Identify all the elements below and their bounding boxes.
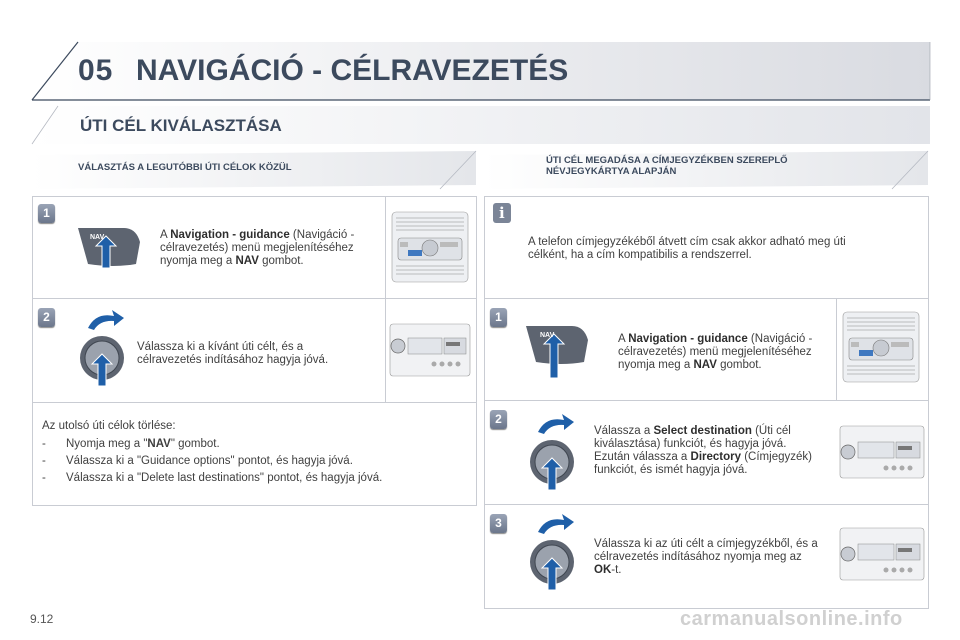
step-badge-2: 2 xyxy=(490,410,507,429)
left-step2-text: Válassza ki a kívánt úti célt, és a célravezetés indításához hagyja jóvá. xyxy=(137,341,329,366)
nav-button-label: NAV xyxy=(90,234,105,241)
radio-unit-illustration xyxy=(390,208,470,288)
text-run: Válassza a xyxy=(594,425,654,437)
divider xyxy=(32,298,476,299)
right-subtitle-line2: NÉVJEGYKÁRTYA ALAPJÁN xyxy=(546,166,677,177)
text-run: " gombot. xyxy=(170,438,220,450)
left-step1-text xyxy=(160,229,375,268)
delete-heading: Az utolsó úti célok törlése: xyxy=(42,420,176,432)
text-run: (Úti cél kiválasztása) funkciót, és hagyja jóvá. Ezután válassza a xyxy=(594,425,791,463)
step-badge-1: 1 xyxy=(490,308,507,327)
text-run: gombot. xyxy=(258,255,304,267)
text-bold: OK xyxy=(594,564,612,576)
nav-button-label: NAV xyxy=(540,332,555,339)
text-run: (Navigáció - célravezetés) menü megjelenítéséhez nyomja meg a xyxy=(160,229,355,267)
divider xyxy=(484,298,928,299)
rotary-knob-illustration xyxy=(76,308,132,388)
info-icon-glyph: i xyxy=(499,204,505,222)
text-bold: NAV xyxy=(693,359,717,371)
radio-unit-illustration xyxy=(388,320,472,380)
text-run: (Navigáció - célravezetés) menü megjelenítéséhez nyomja meg a xyxy=(618,333,813,371)
bullet-dash: - xyxy=(42,438,46,450)
step-badge-3: 3 xyxy=(490,514,507,533)
info-text: A telefon címjegyzékéből átvett cím csak akkor adható meg úti célként, ha a cím kompatibilis a rendszerrel. xyxy=(528,236,846,261)
delete-bullet-1 xyxy=(66,438,220,451)
delete-bullet-3: Válassza ki a "Delete last destinations" pontot, és hagyja jóvá. xyxy=(66,472,383,484)
divider xyxy=(32,402,476,403)
right-subtitle xyxy=(546,155,876,177)
delete-bullet-2: Válassza ki a "Guidance options" pontot, és hagyja jóvá. xyxy=(66,455,353,467)
step-badge-2: 2 xyxy=(38,308,55,327)
divider xyxy=(836,298,837,400)
text-run: gombot. xyxy=(716,359,762,371)
radio-unit-illustration xyxy=(838,524,926,584)
text-run: A xyxy=(618,333,629,345)
divider xyxy=(385,196,386,402)
divider xyxy=(484,504,928,505)
right-step3-text xyxy=(594,538,824,577)
chapter-title: NAVIGÁCIÓ - CÉLRAVEZETÉS xyxy=(136,54,569,87)
text-bold: NAV xyxy=(235,255,259,267)
chapter-number: 05 xyxy=(78,54,114,87)
nav-button-illustration xyxy=(522,322,592,380)
radio-unit-illustration xyxy=(841,308,923,388)
step-badge-1: 1 xyxy=(38,204,55,223)
nav-button-illustration xyxy=(74,224,144,278)
text-bold: Navigation - guidance xyxy=(170,229,290,241)
text-run: A xyxy=(160,229,171,241)
text-bold: Select destination xyxy=(653,425,752,437)
right-subtitle-line1: ÚTI CÉL MEGADÁSA A CÍMJEGYZÉKBEN SZEREPLŐ xyxy=(546,155,788,166)
page-number: 9.12 xyxy=(30,612,54,626)
rotary-knob-illustration xyxy=(526,512,582,592)
bullet-dash: - xyxy=(42,455,46,467)
section-title: ÚTI CÉL KIVÁLASZTÁSA xyxy=(80,116,282,135)
text-bold: Directory xyxy=(690,451,742,463)
watermark: carmanualsonline.info xyxy=(680,608,903,630)
left-subtitle: VÁLASZTÁS A LEGUTÓBBI ÚTI CÉLOK KÖZÜL xyxy=(78,162,292,173)
right-step2-text xyxy=(594,425,818,477)
text-run: Nyomja meg a " xyxy=(66,438,148,450)
text-bold: Navigation - guidance xyxy=(628,333,748,345)
divider xyxy=(484,400,928,401)
text-run: (Címjegyzék) funkciót, és ismét hagyja jóvá. xyxy=(594,451,812,476)
text-run: -t. xyxy=(611,564,622,576)
right-step1-text xyxy=(618,333,832,372)
rotary-knob-illustration xyxy=(526,412,582,492)
radio-unit-illustration xyxy=(838,422,926,482)
text-bold: NAV xyxy=(147,438,171,450)
text-run: Válassza ki az úti célt a címjegyzékből, és a célravezetés indításához nyomja meg az xyxy=(594,538,818,563)
bullet-dash: - xyxy=(42,472,46,484)
